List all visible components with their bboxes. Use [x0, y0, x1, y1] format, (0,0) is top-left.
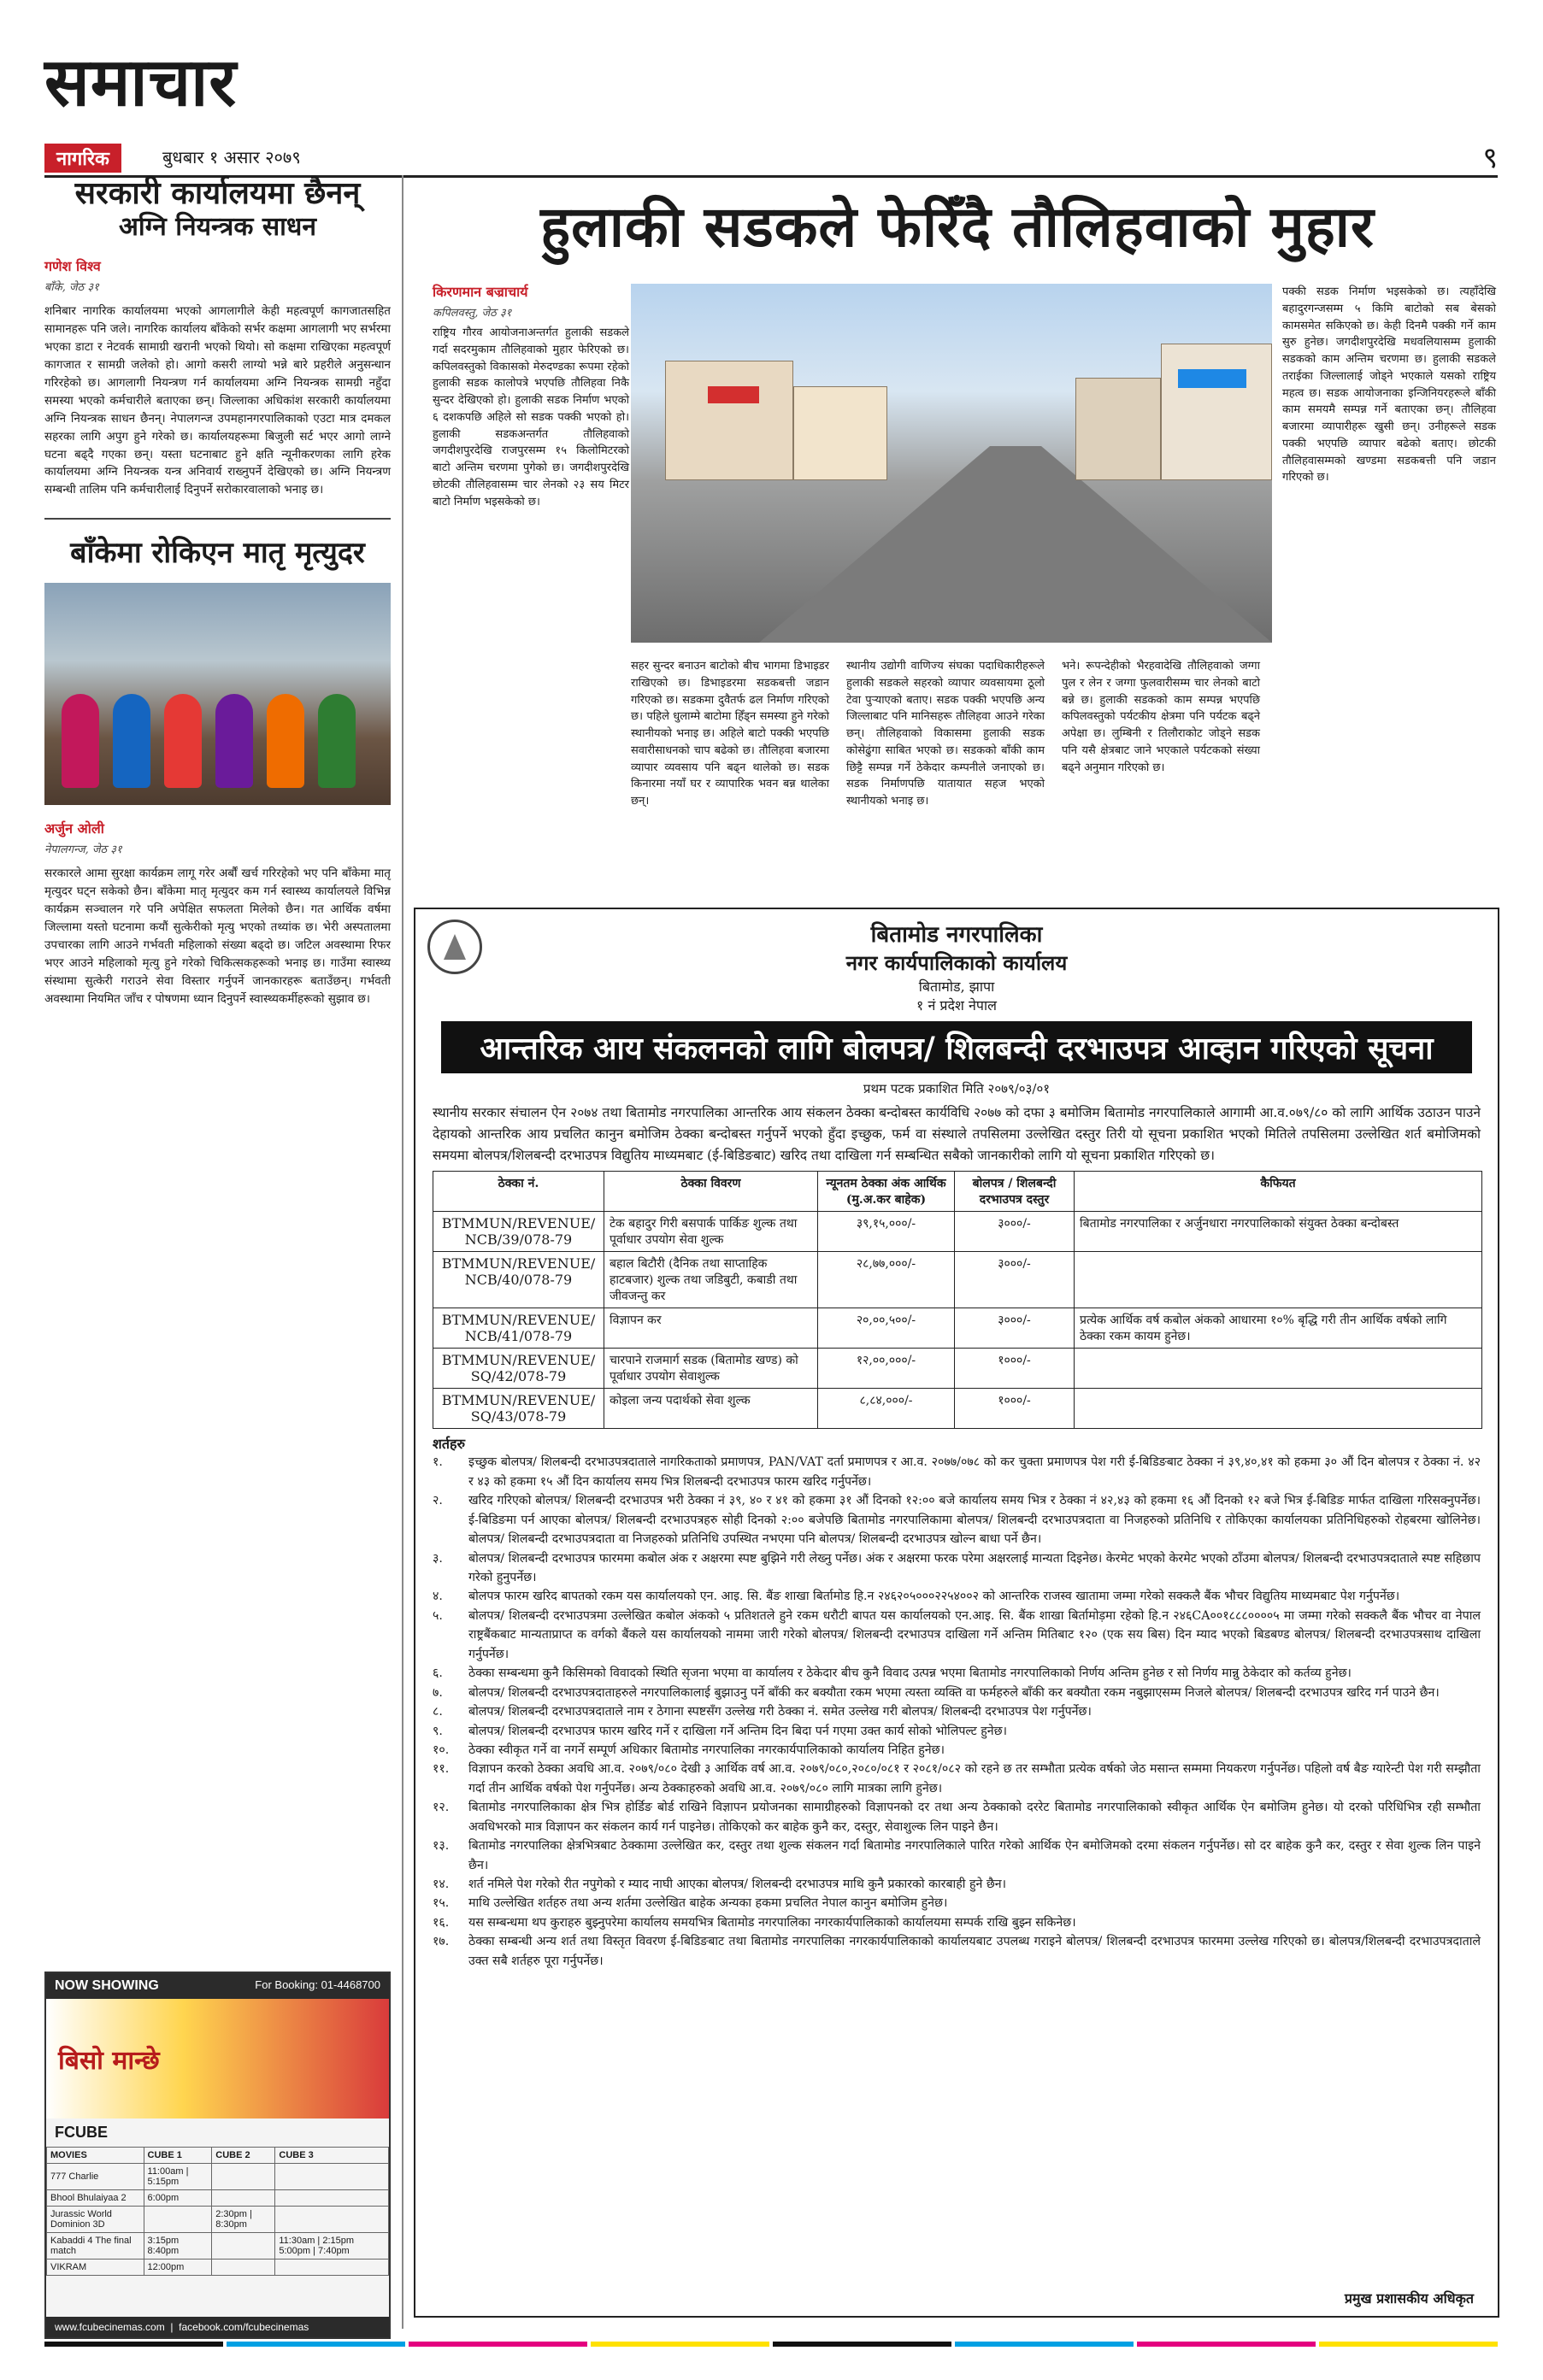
term-item — [433, 1607, 1481, 1664]
tender-table — [433, 1171, 1482, 1429]
masthead — [44, 34, 1498, 175]
tender-row — [433, 1389, 1482, 1429]
term-item — [433, 1587, 1481, 1606]
term-number: ४. — [433, 1590, 443, 1604]
term-item — [433, 1932, 1481, 1971]
term-text: विज्ञापन करको ठेक्का अवधि आ.व. २०७९/०८० देखी ३ आर्थिक वर्ष आ.व. २०७९/०८०,२०८०/०८१ र २०८१/०८२ को रहने छ तर सम्भौता प्रत्येक वर्षको जेठ मसान्त सम्ममा नियकरण गर्नुपर्नेछ। पहिलो वर्ष बैङ ग्यारेन्टी पेश गरी सम्झौता गर्दा तीन आर्थिक वर्षको पेश गर्नुपर्नेछ। अन्य ठेक्काहरुको अवधि आ.व. २०७९/०८० लागि मात्रका लागि हुनेछ। — [468, 1762, 1481, 1795]
main-road-photo — [631, 284, 1272, 643]
main-byline-block — [433, 282, 612, 328]
ad-title: NOW SHOWING — [55, 1978, 159, 1993]
term-text: बितामोड नगरपालिका क्षेत्रभित्रबाट ठेक्कामा उल्लेखित कर, दस्तुर तथा शुल्क संकलन गर्दा बितामोड नगरपालिकाले पारित गरेको आर्थिक ऐन बमोजिमको दरमा संकलन गर्नुपर्नेछ। सो दर बाहेक कुनै कर, दस्तुर र सेवा शुल्क लिन पाइने छैन। — [468, 1839, 1481, 1872]
main-column-4: भने। रूपन्देहीको भैरहवादेखि तौलिहवाको जग्गा पुल र लेन र जग्गा फुलवारीसम्म चार लेनको बाटो बन्ने छ। हुलाकी सडकको काम सम्पन्न भएपछि कपिलवस्तुको पर्यटकीय क्षेत्रमा पनि पर्यटक बढ्ने अपेक्षा छ। लुम्बिनी र तिलौराकोट जोड्ने सडक पनि यसै क्षेत्रबाट जाने भएकाले पर्यटकको संख्या बढ्ने अनुमान गरिएको छ। — [1062, 660, 1260, 774]
main-column-1: राष्ट्रिय गौरव आयोजनाअन्तर्गत हुलाकी सडकले गर्दा सदरमुकाम तौलिहवाको मुहार फेरिएको छ। कपिलवस्तुको विकासको मेरुदण्डका रूपमा रहेको हुलाकी सडक कालोपत्रे भएपछि तौलिहवा निकै सुन्दर देखिएको हो। हुलाकी सडक निर्माण भएको ६ दशकपछि अहिले सो सडक पक्की भएको हो। हुलाकी सडकअन्तर्गत तौलिहवाको जगदीशपुरदेखि राजपुरसम्म १५ किलोमिटरको बाटो अन्तिम चरणमा पुगेको छ। जगदीशपुरदेखि छोटकी तौलिहवासम्म चार लेनको २३ सय मिटर बाटो निर्माण भइसकेको छ। — [433, 326, 629, 508]
story2-body: सरकारले आमा सुरक्षा कार्यक्रम लागू गरेर अर्बौं खर्च गरिरहेको भए पनि बाँकेमा मातृ मृत्युदर घट्न सकेको छैन। बाँकेमा मातृ मृत्युदर कम गर्न स्वास्थ्य कार्यालयले विभिन्न कार्यक्रम सञ्चालन गरे पनि अपेक्षित सफलता मिलेको छैन। गत आर्थिक वर्षमा जिल्लामा यस्तो घटनामा कयौं सुत्केरीको मृत्यु भएको तथ्यांक छ। भेरी अस्पतालमा उपचारका लागि आउने गर्भवती महिलाको संख्या बढ्दो छ। जटिल अवस्थामा रिफर भएर आउने महिलाको मृत्यु हुने गरेको चिकित्सकहरूको भनाइ छ। गाउँमा स्वास्थ्य संस्थामा सुत्केरी गराउने सेवा विस्तार गर्नुपर्ने जानकारहरू बताउँछन्। गर्भवती अवस्थामा नियमित जाँच र पोषणमा ध्यान दिनुपर्ने स्वास्थ्यकर्मीहरूको सुझाव छ। — [44, 867, 391, 1006]
showtimes-table — [46, 2147, 389, 2276]
notice-org: बितामोड नगरपालिका — [870, 922, 1043, 948]
showtime-cell — [275, 2207, 389, 2233]
tender-row — [433, 1349, 1482, 1389]
tender-remark: बितामोड नगरपालिका र अर्जुनधारा नगरपालिकाको संयुक्त ठेक्का बन्दोबस्त — [1075, 1212, 1482, 1252]
brand-tag: नागरिक — [44, 144, 121, 173]
term-text: यस सम्बन्धमा थप कुराहरु बुझ्नुपरेमा कार्यालय समयभित्र बितामोड नगरपालिका नगरकार्यपालिकाको कार्यालयमा सम्पर्क राखि बुझ्न सकिनेछ। — [468, 1915, 1076, 1930]
story1-byline: गणेश विश्व — [44, 258, 101, 275]
notice-header — [415, 918, 1498, 1014]
notice-publish-date: प्रथम पटक प्रकाशित मिति २०७९/०३/०१ — [863, 1081, 1051, 1096]
nepal-emblem-icon — [427, 920, 482, 974]
term-number: ११. — [433, 1762, 450, 1777]
showtime-cell: 11:00am | 5:15pm — [144, 2164, 212, 2190]
term-number: १६. — [433, 1915, 450, 1930]
showtimes-header: CUBE 2 — [212, 2148, 275, 2164]
term-item — [433, 1491, 1481, 1548]
term-item — [433, 1702, 1481, 1721]
showtime-cell — [144, 2207, 212, 2233]
showtimes-row — [47, 2164, 389, 2190]
ad-facebook[interactable]: facebook.com/fcubecinemas — [179, 2321, 309, 2333]
term-number: ३. — [433, 1551, 443, 1566]
term-text: इच्छुक बोलपत्र/ शिलबन्दी दरभाउपत्रदाताले नागरिकताको प्रमाणपत्र, PAN/VAT दर्ता प्रमाणपत्र र आ.व. २०७७/०७८ को कर चुक्ता प्रमाणपत्र पेश गरी ई-बिडिङबाट ठेक्का नं ३९,४०,४१ को हकमा ३० औं दिन बोलपत्र र ठेक्का नं. ४२ र ४३ को हकमा १५ औं दिन कार्यालय समय भित्र शिलबन्दी दरभाउपत्र फारम खरिद गर्नुपर्नेछ। — [468, 1455, 1481, 1489]
tender-remark — [1075, 1349, 1482, 1389]
tender-table-header: ठेक्का विवरण — [604, 1172, 818, 1212]
showtime-cell — [212, 2190, 275, 2207]
ad-header — [46, 1973, 389, 1999]
showtime-cell — [275, 2260, 389, 2276]
story1-headline-line1: सरकारी कार्यालयमा छैनन् — [74, 175, 361, 211]
term-item — [433, 1664, 1481, 1683]
tender-row — [433, 1212, 1482, 1252]
term-text: ठेक्का स्वीकृत गर्ने वा नगर्ने सम्पूर्ण अधिकार बितामोड नगरपालिका नगरकार्यपालिकाको कार्यालय निहित हुनेछ। — [468, 1742, 945, 1757]
story2-dateline: नेपालगन्ज, जेठ ३१ — [44, 843, 122, 857]
term-number: १२. — [433, 1801, 450, 1815]
term-number: ७. — [433, 1685, 443, 1700]
tender-desc: कोइला जन्य पदार्थको सेवा शुल्क — [604, 1389, 818, 1429]
main-byline: किरणमान बज्राचार्य — [433, 284, 528, 300]
term-text: बोलपत्र/ शिलबन्दी दरभाउपत्र फारम खरिद गर्ने र दाखिला गर्ने अन्तिम दिन बिदा पर्न गएमा उक्त कार्य सोको भोलिपल्ट हुनेछ। — [468, 1724, 1007, 1738]
showtimes-header: MOVIES — [47, 2148, 144, 2164]
term-number: ८. — [433, 1705, 443, 1719]
cinema-ad — [44, 1972, 391, 2339]
term-number: १७. — [433, 1935, 450, 1949]
term-item — [433, 1549, 1481, 1588]
term-number: १३. — [433, 1839, 450, 1854]
term-text: बोलपत्र/ शिलबन्दी दरभाउपत्रमा उल्लेखित कबोल अंकको ५ प्रतिशतले हुने रकम धरौटी बापत यस कार्यालयको एन.आइ. सि. बैंक शाखा बिर्तामोड़मा रहेको हि.न २४६CA००१८८८००००५ मा जम्मा गरेको सक्कलै बैंक भौचर वा नेपाल राष्ट्रबैंकबाट मान्यताप्राप्त क वर्गको बैंकले यस कार्यालयको नाममा जारी गरेको बोलपत्र/ शिलबन्दी दरभाउपत्र दाखिला गर्ने अन्तिम मितिबाट १२० (एक सय बिस) दिन म्याद भएको बिडबण्ड बोलपत्र/ शिलबन्दी दरभाउपत्रसाथ दाखिला गर्नुपर्नेछ। — [468, 1608, 1481, 1661]
term-text: शर्त नमिले पेश गरेको रीत नपुगेको र म्याद नाघी आएका बोलपत्र/ शिलबन्दी दरभाउपत्र माथि कुनै प्रकारको कारबाही हुने छैन। — [468, 1878, 1007, 1892]
showtime-cell — [212, 2233, 275, 2260]
tender-table-header: न्यूनतम ठेक्का अंक आर्थिक (मु.अ.कर बाहेक) — [818, 1172, 955, 1212]
tender-amount: १२,००,०००/- — [818, 1349, 955, 1389]
tender-row — [433, 1252, 1482, 1308]
term-text: माथि उल्लेखित शर्तहरु तथा अन्य शर्तमा उल्लेखित बाहेक अन्यका हकमा प्रचलित नेपाल कानुन बमोजिम हुनेछ। — [468, 1896, 948, 1911]
term-number: ९. — [433, 1724, 443, 1738]
movie-name: Jurassic World Dominion 3D — [47, 2207, 144, 2233]
tender-amount: २८,७७,०००/- — [818, 1252, 955, 1308]
section-title: समाचार — [44, 44, 238, 121]
showtimes-header: CUBE 3 — [275, 2148, 389, 2164]
showtime-cell: 2:30pm | 8:30pm — [212, 2207, 275, 2233]
showtime-cell: 6:00pm — [144, 2190, 212, 2207]
page-number: ९ — [1482, 141, 1498, 175]
tender-code: BTMMUN/REVENUE/ SQ/43/078-79 — [433, 1389, 604, 1429]
term-text: बोलपत्र/ शिलबन्दी दरभाउपत्र फारममा कबोल अंक र अक्षरमा स्पष्ट बुझिने गरी लेख्नु पर्नेछ। अंक र अक्षरमा फरक परेमा अक्षरलाई मान्यता दिइनेछ। केरमेट भएको केरमेट भएको ठाँउमा बोलपत्र/ शिलबन्दी दरभाउपत्रदाताले स्पष्ट सहिछाप गरेको हुनुपर्नेछ। — [468, 1551, 1481, 1585]
ad-booking: For Booking: 01-4468700 — [255, 1978, 380, 1991]
term-item — [433, 1836, 1481, 1875]
tender-table-header: कैफियत — [1075, 1172, 1482, 1212]
showtimes-header: CUBE 1 — [144, 2148, 212, 2164]
showtime-cell — [212, 2260, 275, 2276]
term-item — [433, 1798, 1481, 1836]
notice-location: बितामोड, झापा — [918, 978, 995, 995]
main-column-2: सहर सुन्दर बनाउन बाटोको बीच भागमा डिभाइडर राखिएको छ। डिभाइडरमा सडकबत्ती जडान गरिएको छ। सडकमा दुवैतर्फ ढल निर्माण गरिएको छ। पहिले धुलाम्मे बाटोमा हिँड्न समस्या हुने गरेको स्थानीयको भनाइ छ। अहिले बाटो पक्की भएपछि सवारीसाधनको चाप बढेको छ। तौलिहवा बजारमा व्यापार व्यवसाय पनि बढ्न थालेको छ। सडक किनारमा नयाँ घर र व्यापारिक भवन बन्न थालेका छन्। — [631, 660, 829, 808]
notice-signatory: प्रमुख प्रशासकीय अधिकृत — [1344, 2290, 1474, 2307]
term-item — [433, 1894, 1481, 1913]
tender-desc: विज्ञापन कर — [604, 1308, 818, 1349]
notice-office: नगर कार्यपालिकाको कार्यालय — [845, 950, 1068, 975]
term-item — [433, 1760, 1481, 1798]
tender-remark: प्रत्येक आर्थिक वर्ष कबोल अंकको आधारमा १०% बृद्धि गरी तीन आर्थिक वर्षको लागि ठेक्का रकम कायम हुनेछ। — [1075, 1308, 1482, 1349]
showtimes-row — [47, 2233, 389, 2260]
ad-movie-title: बिसो मान्छे — [58, 2046, 160, 2076]
tender-desc: बहाल बिटौरी (दैनिक तथा साप्ताहिक हाटबजार) शुल्क तथा जडिबुटी, कबाडी तथा जीवजन्तु कर — [604, 1252, 818, 1308]
story2-byline: अर्जुन ओली — [44, 820, 104, 837]
movie-name: 777 Charlie — [47, 2164, 144, 2190]
term-item — [433, 1722, 1481, 1741]
showtimes-row — [47, 2207, 389, 2233]
tender-desc: टेक बहादुर गिरी बसपार्क पार्किङ शुल्क तथा पूर्वाधार उपयोग सेवा शुल्क — [604, 1212, 818, 1252]
tender-table-header: ठेक्का नं. — [433, 1172, 604, 1212]
tender-fee: १०००/- — [955, 1389, 1075, 1429]
ad-footer: www.fcubecinemas.com | facebook.com/fcubecinemas — [46, 2317, 389, 2337]
main-headline: हुलाकी सडकले फेरिँदै तौलिहवाको मुहार — [540, 193, 1375, 260]
term-item — [433, 1913, 1481, 1932]
ad-movie-banner — [46, 1999, 389, 2118]
showtime-cell — [212, 2164, 275, 2190]
showtime-cell — [275, 2190, 389, 2207]
term-text: बितामोड नगरपालिकाका क्षेत्र भित्र होर्डिङ बोर्ड राखिने विज्ञापन प्रयोजनका सामाग्रीहरुको विज्ञापनको दर तथा अन्य ठेक्काको दररेट बितामोड नगरपालिकाको स्वीकृत आर्थिक ऐन बमोजिम हुनेछ। यो दरको परिधिभित्र रही सम्भौता अवधिभरको मात्र विज्ञापन कर संकलन कार्य गर्न पाइनेछ। तोकिएको कर बाहेक कुनै कर, दस्तुर, सेवाशुल्क लिन पाइने छैन। — [468, 1801, 1481, 1834]
term-number: १५. — [433, 1896, 450, 1911]
term-item — [433, 1741, 1481, 1760]
term-text: खरिद गरिएको बोलपत्र/ शिलबन्दी दरभाउपत्र भरी ठेक्का नं ३९, ४० र ४१ को हकमा ३१ औं दिनको १२:०० बजे कार्यालय समय भित्र र ठेक्का नं ४२,४३ को हकमा १६ औं दिनको १२ बजे भित्र ई-बिडिङ मार्फत दाखिला गरिसक्नुपर्नेछ। ई-बिडिङमा पर्न आएका बोलपत्र/ शिलबन्दी दरभाउपत्रहरु सोही दिनको २:०० बजेपछि बितामोड नगरपालिकामा बोलपत्र/ शिलबन्दी दरभाउपत्रदाता वा निजहरुको प्रतिनिधि र तोकिएका कार्यालयका प्रतिनिधिहरुको रोहबरमा खोलिनेछ। बोलपत्र/ शिलबन्दी दरभाउपत्रदाता वा निजहरुको प्रतिनिधि उपस्थित नभएमा पनि बोलपत्र/ शिलबन्दी दरभाउपत्र खोल्न बाधा पर्ने छैन। — [468, 1494, 1481, 1547]
main-dateline: कपिलवस्तु, जेठ ३१ — [433, 307, 512, 320]
tender-amount: ८,८४,०००/- — [818, 1389, 955, 1429]
tender-code: BTMMUN/REVENUE/ NCB/39/078-79 — [433, 1212, 604, 1252]
public-notice — [414, 908, 1499, 2318]
tender-code: BTMMUN/REVENUE/ NCB/40/078-79 — [433, 1252, 604, 1308]
tender-table-header: बोलपत्र / शिलबन्दी दरभाउपत्र दस्तुर — [955, 1172, 1075, 1212]
tender-fee: ३०००/- — [955, 1252, 1075, 1308]
movie-name: VIKRAM — [47, 2260, 144, 2276]
showtime-cell: 12:00pm — [144, 2260, 212, 2276]
term-number: १४. — [433, 1878, 450, 1892]
showtime-cell: 11:30am | 2:15pm 5:00pm | 7:40pm — [275, 2233, 389, 2260]
term-number: १०. — [433, 1742, 450, 1757]
term-text: ठेक्का सम्बन्धमा कुनै किसिमको विवादको स्थिति सृजना भएमा वा कार्यालय र ठेकेदार बीच कुनै विवाद उत्पन्न भएमा बितामोड नगरपालिकाको निर्णय अन्तिम हुनेछ र सो निर्णय मान्नु ठेकेदार को कर्तव्य हुनेछ। — [468, 1666, 1352, 1681]
tender-remark — [1075, 1252, 1482, 1308]
term-item — [433, 1875, 1481, 1894]
term-text: बोलपत्र/ शिलबन्दी दरभाउपत्रदाताहरुले नगरपालिकालाई बुझाउनु पर्ने बाँकी कर बक्यौता रकम भएमा त्यस्ता व्यक्ति वा फर्महरुले बाँकी कर बक्यौता रकम नबुझाएसम्म निजले बोलपत्र/ शिलबन्दी दरभाउपत्र खरिद गर्न पाउने छैन। — [468, 1685, 1440, 1700]
story1-headline-line2: अग्नि नियन्त्रक साधन — [119, 212, 316, 243]
term-item — [433, 1453, 1481, 1491]
story2-headline: बाँकेमा रोकिएन मातृ मृत्युदर — [44, 518, 391, 571]
term-number: २. — [433, 1494, 443, 1508]
showtimes-row — [47, 2260, 389, 2276]
term-text: बोलपत्र/ शिलबन्दी दरभाउपत्रदाताले नाम र ठेगाना स्पष्टसँग उल्लेख गरी ठेक्का नं. समेत उल्लेख गरी बोलपत्र/ शिलबन्दी दरभाउपत्र पेश गर्नुपर्नेछ। — [468, 1705, 1092, 1719]
movie-name: Kabaddi 4 The final match — [47, 2233, 144, 2260]
column-divider — [402, 175, 403, 2329]
story1-headline — [44, 175, 391, 243]
main-column-3: स्थानीय उद्योगी वाणिज्य संघका पदाधिकारीहरूले हुलाकी सडकले सहरको व्यापार व्यवसायमा ठूलो टेवा पुर्‍याएको बताए। सडक पक्की भएपछि अन्य जिल्लाबाट पनि मानिसहरू तौलिहवा आउने गरेका छन्। तौलिहवाको विकासमा हुलाकी सडक कोसेढुंगा साबित भएको छ। सडकको बाँकी काम छिट्टै सम्पन्न गर्ने ठेकेदार कम्पनीले जनाएको छ। सडक निर्माणपछि यातायात सहज भएको स्थानीयको भनाइ छ। — [846, 660, 1045, 808]
term-text: ठेक्का सम्बन्धी अन्य शर्त तथा विस्तृत विवरण ई-बिडिङबाट तथा बितामोड नगरपालिका नगरकार्यपालिकाको कार्यालयबाट उपलब्ध गराइने बोलपत्र/ शिलबन्दी दरभाउपत्र फारममा उल्लेख गरिएको छ। बोलपत्र/शिलबन्दी दरभाउपत्रदाताले उक्त सबै शर्तहरु पूरा गर्नुपर्नेछ। — [468, 1935, 1481, 1968]
terms-title: शर्तहरु — [433, 1436, 466, 1453]
color-bar — [44, 2342, 1498, 2347]
term-number: १. — [433, 1455, 443, 1470]
tender-amount: ३९,१५,०००/- — [818, 1212, 955, 1252]
notice-banner: आन्तरिक आय संकलनको लागि बोलपत्र/ शिलबन्दी दरभाउपत्र आव्हान गरिएको सूचना — [441, 1021, 1472, 1073]
tender-remark — [1075, 1389, 1482, 1429]
term-text: बोलपत्र फारम खरिद बापतको रकम यस कार्यालयको एन. आइ. सि. बैंङ शाखा बिर्तामोड हि.न २४६२०५०००२२५४००२ को आन्तरिक राजस्व खातामा जम्मा गरेको सक्कलै बैंक भौचर विद्युतिय माध्यमबाट पेश गर्नुपर्नेछ। — [468, 1590, 1400, 1604]
term-number: ६. — [433, 1666, 443, 1681]
tender-row — [433, 1308, 1482, 1349]
tender-desc: चारपाने राजमार्ग सडक (बितामोड खण्ड) को पूर्वाधार उपयोग सेवाशुल्क — [604, 1349, 818, 1389]
tender-fee: ३०००/- — [955, 1308, 1075, 1349]
ad-cinema-brand: FCUBE — [55, 2124, 108, 2141]
ad-website[interactable]: www.fcubecinemas.com — [55, 2321, 165, 2333]
notice-province: १ नं प्रदेश नेपाल — [916, 997, 997, 1014]
movie-name: Bhool Bhulaiyaa 2 — [47, 2190, 144, 2207]
tender-amount: २०,००,५००/- — [818, 1308, 955, 1349]
tender-fee: ३०००/- — [955, 1212, 1075, 1252]
tender-code: BTMMUN/REVENUE/ NCB/41/078-79 — [433, 1308, 604, 1349]
showtimes-row — [47, 2190, 389, 2207]
term-item — [433, 1684, 1481, 1702]
story1-dateline: बाँके, जेठ ३१ — [44, 281, 99, 295]
showtime-cell — [275, 2164, 389, 2190]
showtime-cell: 3:15pm 8:40pm — [144, 2233, 212, 2260]
terms-list — [433, 1453, 1481, 1971]
term-number: ५. — [433, 1608, 443, 1623]
tender-code: BTMMUN/REVENUE/ SQ/42/078-79 — [433, 1349, 604, 1389]
story1-body: शनिबार नागरिक कार्यालयमा भएको आगलागीले केही महत्वपूर्ण कागजातसहित सामानहरू पनि जले। नागरिक कार्यालय बाँकेको सर्भर कक्षमा आगलागी भए सर्भरमा भएका डाटा र नेटवर्क सामाग्री खरानी भएको थियो। सो कक्षमा राखिएका महत्वपूर्ण कागजात र सामग्री जलेको हो। आगो कसरी लाग्यो भन्ने बारे प्रहरीले अनुसन्धान गरिरहेको छ। आगलागी नियन्त्रण गर्न कार्यालयमा अग्नि नियन्त्रक सामग्री नहुँदा समस्या भएको कर्मचारीले बताएका छन्। जिल्लाका अधिकांश सरकारी कार्यालयमा अग्नि नियन्त्रक साधन छैनन्। नेपालगन्ज उपमहानगरपालिकाको एउटा मात्र दमकल सहरका लागि अपुग हुने गरेको छ। कार्यालयहरूमा बिजुली सर्ट भएर आगो लाग्ने घटना बढ्दै गएका छन्। यस्ता घटनाबाट हुने क्षति न्यूनीकरणका लागि हरेक कार्यालयमा अग्नि नियन्त्रक यन्त्र अनिवार्य राख्नुपर्ने देखिएको छ। अग्नि नियन्त्रण सम्बन्धी तालिम पनि कर्मचारीलाई दिनुपर्ने सरोकारवालाको भनाइ छ। — [44, 304, 391, 497]
tender-fee: १०००/- — [955, 1349, 1075, 1389]
left-column — [44, 175, 391, 2333]
story2-photo — [44, 583, 391, 805]
issue-date: बुधबार १ असार २०७९ — [162, 147, 301, 167]
main-column-6: पक्की सडक निर्माण भइसकेको छ। त्यहाँदेखि बहादुरगन्जसम्म ५ किमि बाटोको सब बेसको कामसमेत सकिएको छ। केही दिनमै पक्की गर्ने काम सुरु हुनेछ। जगदीशपुरदेखि मधवलियासम्म हुलाकी सडकको काम अन्तिम चरणमा छ। हुलाकी सडकले तराईका जिल्लालाई जोड्ने भएकाले यसको राष्ट्रिय महत्व छ। सडक आयोजनाका इन्जिनियरहरूले बाँकी काम समयमै सम्पन्न गर्ने बताएका छन्। तौलिहवा बजारमा व्यापारीहरू खुसी छन्। उनीहरूले सडक पक्की भएपछि व्यापार बढेको बताए। छोटकी तौलिहवासम्मको खण्डमा सडकबत्ती पनि जडान गरिएको छ। — [1282, 285, 1496, 485]
notice-intro: स्थानीय सरकार संचालन ऐन २०७४ तथा बितामोड नगरपालिका आन्तरिक आय संकलन ठेक्का बन्दोबस्त कार्यविधि २०७७ को दफा ३ बमोजिम बितामोड नगरपालिकाले आगामी आ.व.०७९/८० को लागि आर्थिक उठाउन पाउने देहायको आन्तरिक आय प्रचलित कानुन बमोजिम ठेक्का बन्दोबस्त गर्नुपर्ने भएको हुँदा इच्छुक, फर्म वा संस्थाले तपसिलमा उल्लेखित दस्तुर तिरी यो सूचना प्रकाशित भएको मितिले तपसिलमा उल्लेखित शर्त बमोजिमको समयमा बोलपत्र/शिलबन्दी दरभाउपत्र विद्युतिय माध्यमबाट (ई-बिडिङबाट) खरिद तथा दाखिला गर्न सम्बन्धित सबैको जानकारीको लागि यो सूचना प्रकाशित गरिएको छ। — [433, 1105, 1481, 1163]
